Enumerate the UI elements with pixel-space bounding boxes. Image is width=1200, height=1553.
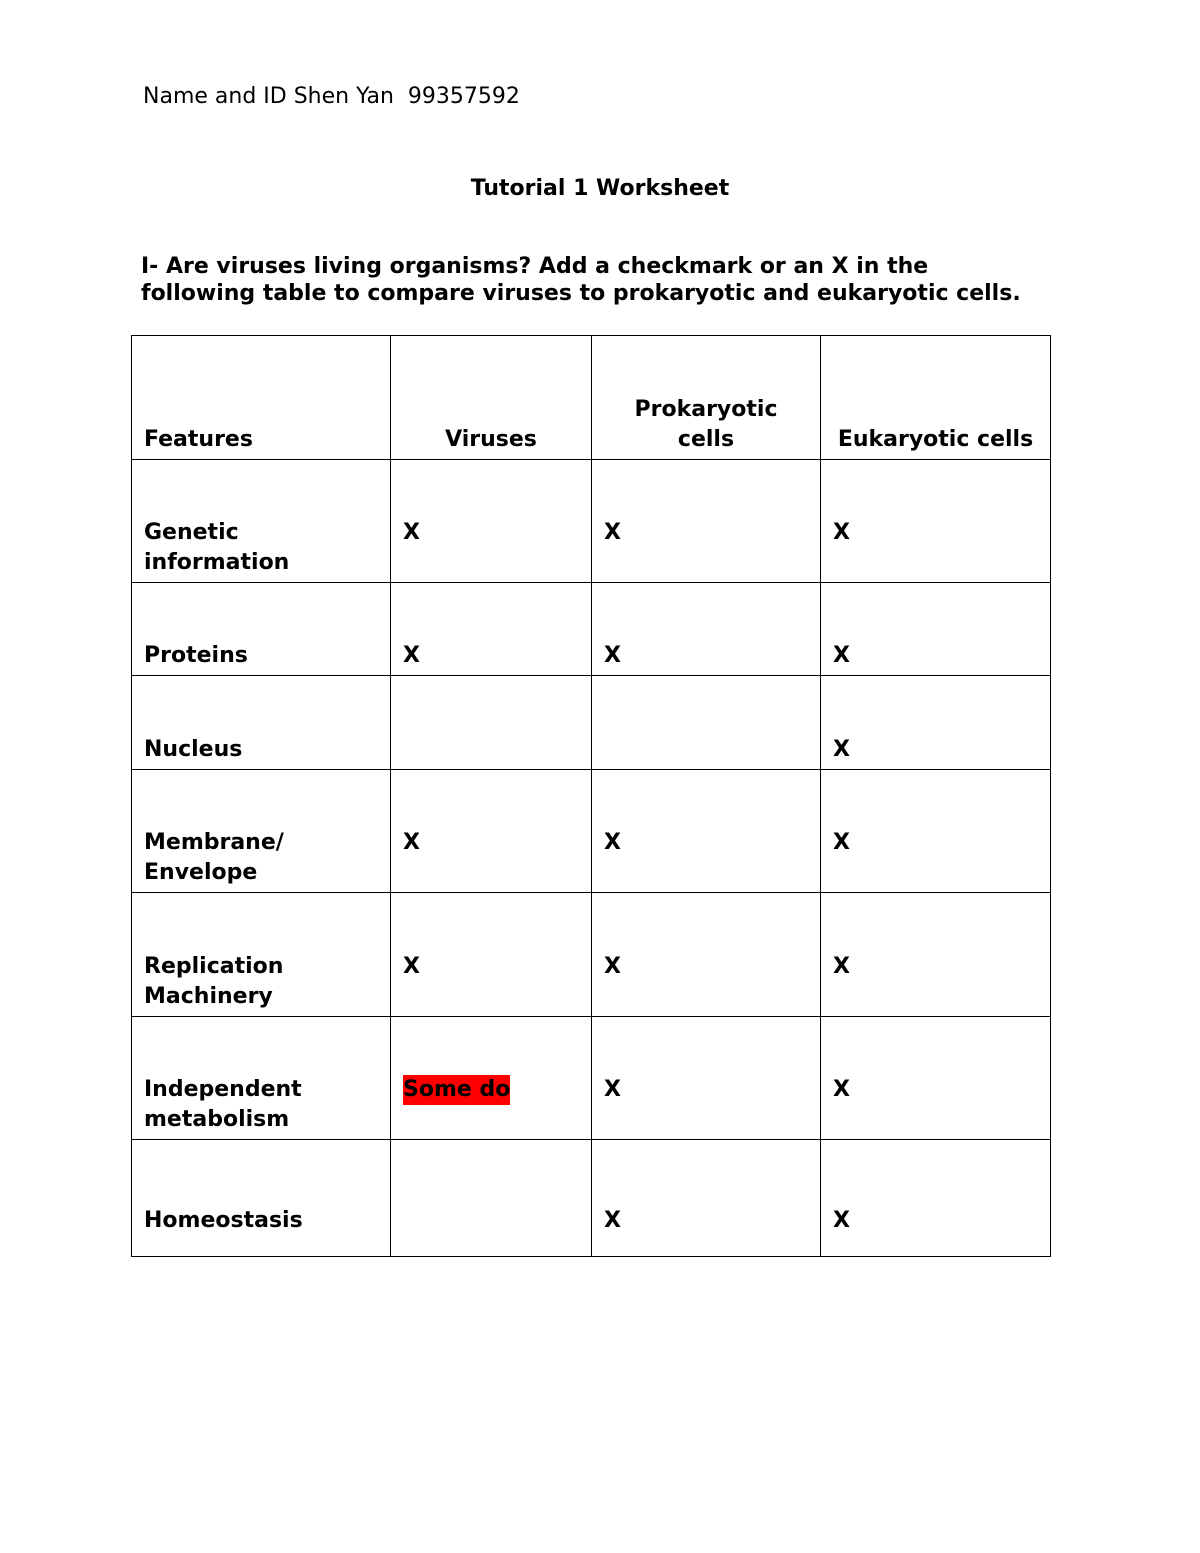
eukaryotic-cell: X — [821, 676, 1051, 770]
eukaryotic-cell — [821, 1017, 1051, 1140]
feature-cell: Nucleus — [132, 676, 391, 770]
prokaryotic-cell — [592, 460, 821, 583]
feature-cell: Proteins — [132, 583, 391, 676]
viruses-cell: X — [391, 583, 592, 676]
table-row — [132, 770, 1051, 893]
worksheet-title: Tutorial 1 Worksheet — [470, 176, 730, 201]
feature-cell: Homeostasis — [132, 1140, 391, 1257]
eukaryotic-cell: X — [821, 1140, 1051, 1257]
eukaryotic-cell: X — [821, 583, 1051, 676]
table-row — [132, 893, 1051, 1017]
feature-cell: Replication Machinery — [132, 893, 391, 1017]
cell-mark: X — [403, 830, 420, 855]
table-header-row — [132, 336, 1051, 460]
eukaryotic-cell — [821, 460, 1051, 583]
eukaryotic-cell — [821, 770, 1051, 893]
viruses-cell — [391, 676, 592, 770]
viruses-cell — [391, 460, 592, 583]
prokaryotic-cell — [592, 1017, 821, 1140]
highlighted-answer: Some do — [403, 1075, 510, 1105]
prokaryotic-cell — [592, 770, 821, 893]
cell-mark: X — [833, 830, 850, 855]
comparison-table — [131, 335, 1051, 1257]
cell-mark: X — [833, 954, 850, 979]
eukaryotic-cell — [821, 893, 1051, 1017]
question-text: I- Are viruses living organisms? Add a checkmark or an X in the following table to compare viruses to prokaryotic and eukaryotic cells. — [141, 254, 1021, 306]
feature-cell: Genetic information — [132, 460, 391, 583]
feature-cell: Membrane/ Envelope — [132, 770, 391, 893]
header-prokaryotic: Prokaryotic cells — [592, 336, 821, 460]
cell-mark: X — [833, 520, 850, 545]
table-row — [132, 1017, 1051, 1140]
header-eukaryotic: Eukaryotic cells — [821, 336, 1051, 460]
viruses-cell — [391, 1140, 592, 1257]
header-features: Features — [132, 336, 391, 460]
feature-cell: Independent metabolism — [132, 1017, 391, 1140]
prokaryotic-cell: X — [592, 1140, 821, 1257]
prokaryotic-cell: X — [592, 583, 821, 676]
prokaryotic-cell — [592, 676, 821, 770]
cell-mark: X — [604, 1077, 621, 1102]
table-row — [132, 676, 1051, 770]
student-name-id: Name and ID Shen Yan 99357592 — [143, 84, 520, 109]
cell-mark: X — [403, 520, 420, 545]
header-viruses: Viruses — [391, 336, 592, 460]
table-row — [132, 460, 1051, 583]
viruses-cell — [391, 893, 592, 1017]
cell-mark: X — [604, 520, 621, 545]
cell-mark: X — [604, 954, 621, 979]
cell-mark: X — [833, 1077, 850, 1102]
cell-mark: X — [403, 954, 420, 979]
table-row — [132, 583, 1051, 676]
viruses-cell — [391, 1017, 592, 1140]
prokaryotic-cell — [592, 893, 821, 1017]
viruses-cell — [391, 770, 592, 893]
table-row — [132, 1140, 1051, 1257]
cell-mark: X — [604, 830, 621, 855]
